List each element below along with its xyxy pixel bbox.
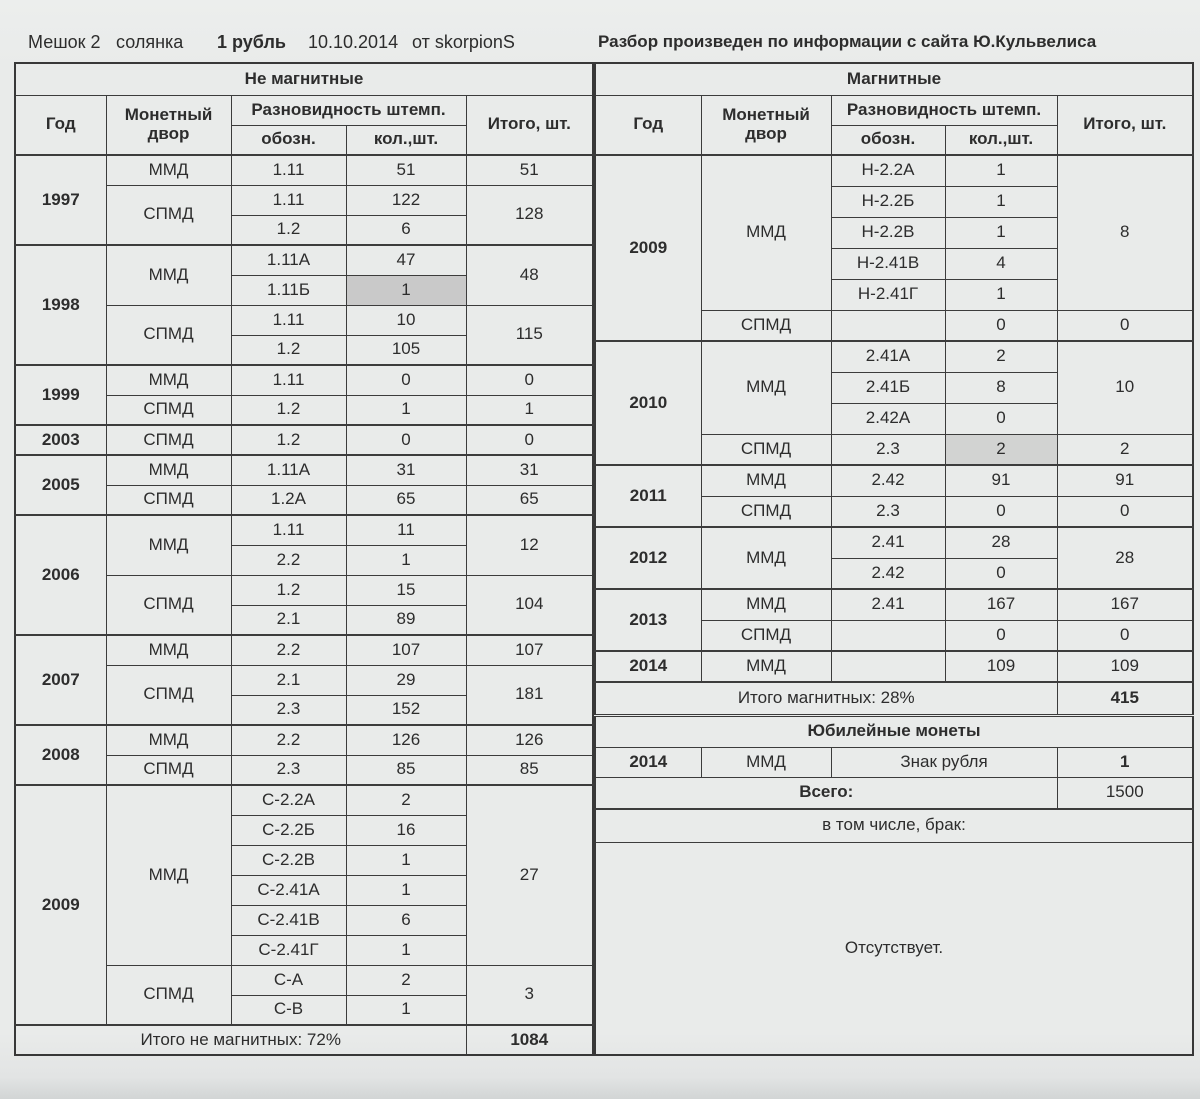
mint-cell: ММД (106, 635, 231, 665)
mint-cell: СПМД (701, 434, 831, 465)
variety-code-cell: 1.11А (231, 245, 346, 275)
total-cell: 48 (466, 245, 593, 305)
section-total-label: Итого не магнитных: 72% (15, 1025, 466, 1055)
variety-code-cell: 2.2 (231, 545, 346, 575)
total-cell: 109 (1057, 651, 1193, 682)
total-cell: 0 (466, 425, 593, 455)
year-cell: 1998 (15, 245, 106, 365)
variety-code-cell: 2.42 (831, 465, 945, 496)
year-cell: 2008 (15, 725, 106, 785)
count-cell: 0 (945, 558, 1057, 589)
count-cell: 16 (346, 815, 466, 845)
total-cell: 91 (1057, 465, 1193, 496)
count-cell: 1 (346, 395, 466, 425)
variety-code-cell: 1.11 (231, 305, 346, 335)
year-cell: 2012 (595, 527, 701, 589)
mint-cell: ММД (701, 155, 831, 310)
count-cell: 6 (346, 215, 466, 245)
total-cell: 3 (466, 965, 593, 1025)
mint-cell: СПМД (106, 575, 231, 635)
grand-total-value: 1500 (1057, 777, 1193, 809)
variety-code-cell: 1.2 (231, 425, 346, 455)
mint-cell: ММД (701, 341, 831, 434)
total-cell: 0 (1057, 620, 1193, 651)
total-cell: 0 (466, 365, 593, 395)
count-cell: 1 (346, 275, 466, 305)
variety-code-cell: 2.41Б (831, 372, 945, 403)
author-label: от skorpionS (412, 32, 515, 52)
count-cell: 1 (346, 875, 466, 905)
section-title: Не магнитные (15, 63, 593, 95)
year-cell: 1997 (15, 155, 106, 245)
count-cell: 109 (945, 651, 1057, 682)
mint-cell: СПМД (106, 185, 231, 245)
mint-cell: СПМД (106, 395, 231, 425)
count-cell: 11 (346, 515, 466, 545)
variety-code-cell (831, 620, 945, 651)
count-cell: 0 (945, 496, 1057, 527)
total-cell: 51 (466, 155, 593, 185)
year-cell: 2011 (595, 465, 701, 527)
count-cell: 0 (346, 425, 466, 455)
count-cell: 47 (346, 245, 466, 275)
mint-cell: СПМД (701, 620, 831, 651)
mint-cell: ММД (106, 515, 231, 575)
total-cell: 28 (1057, 527, 1193, 589)
mint-cell: ММД (701, 589, 831, 620)
mint-cell: ММД (106, 725, 231, 755)
variety-code-cell: 1.11 (231, 155, 346, 185)
year-cell: 2014 (595, 651, 701, 682)
year-cell: 2006 (15, 515, 106, 635)
non-magnetic-table (14, 62, 594, 1056)
variety-code-cell: 2.3 (231, 695, 346, 725)
year-cell: 2007 (15, 635, 106, 725)
count-cell: 1 (945, 217, 1057, 248)
total-cell: 104 (466, 575, 593, 635)
count-cell: 122 (346, 185, 466, 215)
col-header-year: Год (595, 95, 701, 155)
year-cell: 2010 (595, 341, 701, 465)
variety-code-cell: С-2.41Г (231, 935, 346, 965)
count-cell: 107 (346, 635, 466, 665)
variety-code-cell: 2.41А (831, 341, 945, 372)
count-cell: 2 (945, 341, 1057, 372)
variety-code-cell: 1.2А (231, 485, 346, 515)
variety-code-cell: Н-2.2Б (831, 186, 945, 217)
col-header-total: Итого, шт. (466, 95, 593, 155)
mint-cell: СПМД (106, 965, 231, 1025)
section-title: Магнитные (595, 63, 1193, 95)
denomination-label: 1 рубль (217, 32, 286, 52)
count-cell: 2 (346, 965, 466, 995)
variety-code-cell: Н-2.2А (831, 155, 945, 186)
count-cell: 0 (346, 365, 466, 395)
mint-cell: СПМД (701, 310, 831, 341)
variety-code-cell: 2.2 (231, 725, 346, 755)
variety-code-cell: 2.1 (231, 605, 346, 635)
mint-cell: ММД (106, 365, 231, 395)
count-cell: 85 (346, 755, 466, 785)
defect-value: Отсутствует. (595, 842, 1193, 1055)
mint-cell: СПМД (106, 425, 231, 455)
variety-code-cell: 2.1 (231, 665, 346, 695)
count-cell: 0 (945, 620, 1057, 651)
count-cell: 28 (945, 527, 1057, 558)
count-cell: 1 (346, 935, 466, 965)
total-cell: 126 (466, 725, 593, 755)
col-header-variety: Разновидность штемп. (231, 95, 466, 125)
col-header-count: кол.,шт. (945, 125, 1057, 155)
year-cell: 2003 (15, 425, 106, 455)
magnetic-table (594, 62, 1194, 1056)
variety-code-cell: 1.11 (231, 515, 346, 545)
count-cell: 1 (346, 845, 466, 875)
year-cell: 2009 (595, 155, 701, 341)
year-cell: 2013 (595, 589, 701, 651)
variety-code-cell: С-2.2Б (231, 815, 346, 845)
variety-code-cell: 1.2 (231, 395, 346, 425)
count-cell: 31 (346, 455, 466, 485)
variety-code-cell: 1.2 (231, 575, 346, 605)
mint-cell: СПМД (106, 665, 231, 725)
count-cell: 51 (346, 155, 466, 185)
section-total-value: 1084 (466, 1025, 593, 1055)
mint-cell: СПМД (106, 755, 231, 785)
variety-code-cell: 1.11Б (231, 275, 346, 305)
count-cell: 0 (945, 403, 1057, 434)
count-cell: 1 (346, 995, 466, 1025)
jubilee-coin-name-cell: Знак рубля (831, 747, 1057, 777)
section-total-value: 415 (1057, 682, 1193, 715)
year-cell: 2009 (15, 785, 106, 1025)
variety-code-cell: С-2.41А (231, 875, 346, 905)
mint-cell: ММД (106, 155, 231, 185)
total-cell: 0 (1057, 310, 1193, 341)
count-cell: 91 (945, 465, 1057, 496)
variety-code-cell: Н-2.41В (831, 248, 945, 279)
variety-code-cell: 2.41 (831, 589, 945, 620)
variety-code-cell: 2.42А (831, 403, 945, 434)
mint-cell: ММД (701, 527, 831, 589)
count-cell: 105 (346, 335, 466, 365)
total-cell: 1 (466, 395, 593, 425)
count-cell: 15 (346, 575, 466, 605)
variety-code-cell: 1.2 (231, 215, 346, 245)
mint-cell: СПМД (106, 305, 231, 365)
defect-label: в том числе, брак: (595, 809, 1193, 842)
year-cell: 1999 (15, 365, 106, 425)
variety-code-cell: 1.11 (231, 365, 346, 395)
year-cell: 2014 (595, 747, 701, 777)
count-cell: 29 (346, 665, 466, 695)
count-cell: 1 (945, 186, 1057, 217)
variety-code-cell: С-2.2В (231, 845, 346, 875)
date-label: 10.10.2014 (308, 32, 399, 52)
total-cell: 2 (1057, 434, 1193, 465)
col-header-designation: обозн. (831, 125, 945, 155)
variety-code-cell (831, 310, 945, 341)
total-cell: 128 (466, 185, 593, 245)
col-header-variety: Разновидность штемп. (831, 95, 1057, 125)
variety-code-cell: Н-2.2В (831, 217, 945, 248)
total-cell: 167 (1057, 589, 1193, 620)
count-cell: 2 (945, 434, 1057, 465)
mint-cell: ММД (106, 785, 231, 965)
count-cell: 126 (346, 725, 466, 755)
mint-cell: ММД (106, 245, 231, 305)
count-cell: 152 (346, 695, 466, 725)
total-cell: 10 (1057, 341, 1193, 434)
total-cell: 1 (1057, 747, 1193, 777)
mix-label: солянка (116, 32, 184, 52)
count-cell: 1 (346, 545, 466, 575)
variety-code-cell: 2.42 (831, 558, 945, 589)
variety-code-cell: 1.11 (231, 185, 346, 215)
year-cell: 2005 (15, 455, 106, 515)
count-cell: 2 (346, 785, 466, 815)
count-cell: 8 (945, 372, 1057, 403)
total-cell: 27 (466, 785, 593, 965)
mint-cell: ММД (701, 651, 831, 682)
variety-code-cell: С-В (231, 995, 346, 1025)
variety-code-cell: С-2.2А (231, 785, 346, 815)
document-title-line (0, 32, 1200, 58)
total-cell: 85 (466, 755, 593, 785)
variety-code-cell: 2.41 (831, 527, 945, 558)
variety-code-cell: 1.11А (231, 455, 346, 485)
count-cell: 1 (945, 155, 1057, 186)
total-cell: 0 (1057, 496, 1193, 527)
variety-code-cell: С-А (231, 965, 346, 995)
total-cell: 8 (1057, 155, 1193, 310)
col-header-mint: Монетный двор (701, 95, 831, 155)
count-cell: 167 (945, 589, 1057, 620)
col-header-year: Год (15, 95, 106, 155)
count-cell: 1 (945, 279, 1057, 310)
variety-code-cell: 2.3 (231, 755, 346, 785)
col-header-mint: Монетный двор (106, 95, 231, 155)
col-header-count: кол.,шт. (346, 125, 466, 155)
source-note-label: Разбор произведен по информации с сайта Ю.Кульвелиса (598, 32, 1097, 51)
variety-code-cell: 2.3 (831, 496, 945, 527)
mint-cell: СПМД (106, 485, 231, 515)
total-cell: 31 (466, 455, 593, 485)
total-cell: 65 (466, 485, 593, 515)
variety-code-cell: 2.3 (831, 434, 945, 465)
count-cell: 65 (346, 485, 466, 515)
count-cell: 10 (346, 305, 466, 335)
mint-cell: СПМД (701, 496, 831, 527)
variety-code-cell: 2.2 (231, 635, 346, 665)
variety-code-cell (831, 651, 945, 682)
section-total-label: Итого магнитных: 28% (595, 682, 1057, 715)
mint-cell: ММД (701, 465, 831, 496)
variety-code-cell: С-2.41В (231, 905, 346, 935)
mint-cell: ММД (106, 455, 231, 485)
total-cell: 12 (466, 515, 593, 575)
col-header-total: Итого, шт. (1057, 95, 1193, 155)
total-cell: 181 (466, 665, 593, 725)
mint-cell: ММД (701, 747, 831, 777)
count-cell: 0 (945, 310, 1057, 341)
jubilee-title: Юбилейные монеты (595, 715, 1193, 747)
total-cell: 107 (466, 635, 593, 665)
count-cell: 6 (346, 905, 466, 935)
grand-total-label: Всего: (595, 777, 1057, 809)
bag-label: Мешок 2 (28, 32, 101, 52)
variety-code-cell: 1.2 (231, 335, 346, 365)
variety-code-cell: Н-2.41Г (831, 279, 945, 310)
count-cell: 89 (346, 605, 466, 635)
total-cell: 115 (466, 305, 593, 365)
col-header-designation: обозн. (231, 125, 346, 155)
count-cell: 4 (945, 248, 1057, 279)
